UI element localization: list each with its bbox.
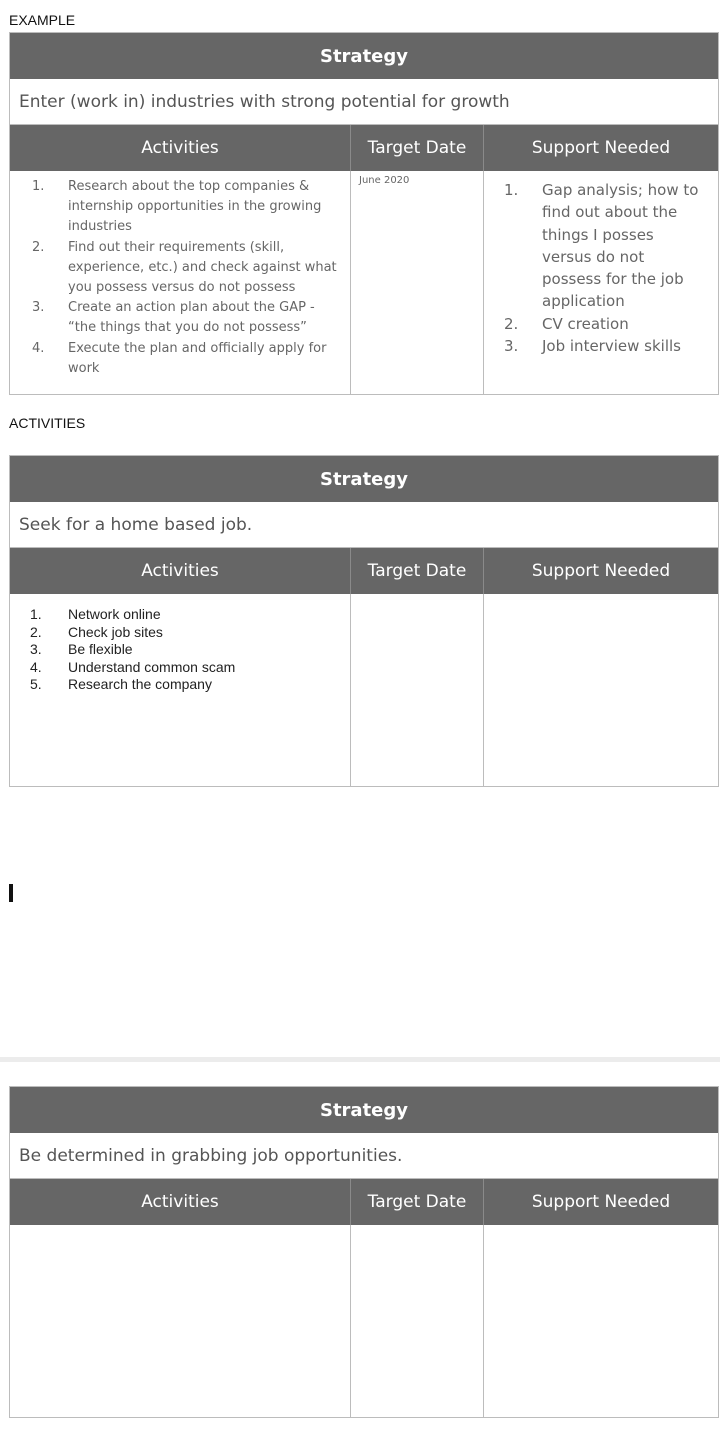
- list-item: [484, 335, 718, 357]
- list-item: [10, 339, 350, 379]
- body-row: [10, 171, 718, 394]
- activities-column-header: Activities: [10, 125, 351, 171]
- list-item: [10, 606, 350, 624]
- item-number: 1.: [32, 179, 45, 194]
- item-number: 1.: [30, 606, 42, 622]
- item-number: 3.: [30, 641, 42, 657]
- support-list: [484, 179, 718, 357]
- item-text: Understand common scam: [68, 658, 236, 675]
- item-number: 2.: [30, 623, 42, 640]
- item-text: CV creation: [542, 314, 629, 333]
- strategy-header: Strategy: [10, 1087, 718, 1133]
- item-text: Gap analysis; how to find out about the things I posses versus do not possess for the job application: [542, 181, 699, 311]
- body-row: [10, 1225, 718, 1417]
- activities-strategy-table: [9, 455, 719, 787]
- list-item: [484, 179, 718, 313]
- support-needed-column-header: Support Needed: [531, 138, 671, 158]
- list-item: [10, 624, 350, 642]
- activities-section-label: ACTIVITIES: [9, 415, 86, 431]
- item-text: Research about the top companies & internship opportunities in the growing industries: [68, 179, 322, 235]
- activities-column-header: Activities: [10, 1179, 351, 1225]
- example-section-label: EXAMPLE: [9, 12, 76, 28]
- list-item: [10, 659, 350, 677]
- support-needed-cell[interactable]: [484, 1225, 718, 1417]
- target-date-cell[interactable]: [351, 594, 484, 786]
- list-item: [10, 298, 350, 338]
- support-needed-column-header: Support Needed: [531, 1192, 671, 1212]
- strategy-header: Strategy: [10, 456, 718, 502]
- list-item: [484, 313, 718, 335]
- item-number: 3.: [504, 337, 519, 356]
- item-number: 2.: [32, 239, 45, 255]
- activities-list: [10, 606, 350, 694]
- item-number: 2.: [504, 314, 519, 333]
- item-number: 4.: [30, 658, 42, 675]
- activities-cell[interactable]: [10, 594, 351, 786]
- support-needed-cell[interactable]: [484, 594, 718, 786]
- activities-column-header: Activities: [10, 548, 351, 594]
- support-needed-column-header: Support Needed: [531, 561, 671, 581]
- support-needed-cell[interactable]: [484, 171, 718, 394]
- target-date-column-header: Target Date: [351, 548, 484, 594]
- item-text: Find out their requirements (skill, experience, etc.) and check against what you possess versus do not possess: [68, 239, 337, 296]
- item-text: Execute the plan and officially apply for work: [68, 340, 327, 376]
- column-header-row: [10, 1179, 718, 1225]
- target-date-cell[interactable]: [351, 171, 484, 394]
- activities-cell[interactable]: [10, 1225, 351, 1417]
- third-strategy-table: [9, 1086, 719, 1418]
- item-number: 3.: [32, 300, 45, 316]
- item-text: Be flexible: [68, 641, 133, 657]
- body-row: [10, 594, 718, 786]
- column-header-row: [10, 548, 718, 594]
- text-cursor: [9, 884, 13, 902]
- strategy-text[interactable]: Seek for a home based job.: [10, 502, 718, 548]
- item-text: Research the company: [68, 676, 212, 692]
- item-number: 5.: [30, 676, 42, 692]
- list-item: [10, 238, 350, 299]
- list-item: [10, 641, 350, 659]
- activities-list: [10, 177, 350, 379]
- page-divider: [0, 1057, 720, 1062]
- activities-cell[interactable]: [10, 171, 351, 394]
- strategy-text[interactable]: Enter (work in) industries with strong potential for growth: [10, 79, 718, 125]
- target-date-value: June 2020: [359, 175, 410, 186]
- target-date-cell[interactable]: [351, 1225, 484, 1417]
- item-text: Create an action plan about the GAP - “the things that you do not possess”: [68, 300, 315, 336]
- item-text: Check job sites: [68, 623, 163, 640]
- list-item: [10, 676, 350, 694]
- item-number: 4.: [32, 340, 45, 356]
- example-strategy-table: [9, 32, 719, 395]
- strategy-text[interactable]: Be determined in grabbing job opportunities.: [10, 1133, 718, 1179]
- item-number: 1.: [504, 181, 519, 199]
- target-date-column-header: Target Date: [351, 125, 484, 171]
- strategy-header: Strategy: [10, 33, 718, 79]
- item-text: Job interview skills: [542, 337, 681, 356]
- list-item: [10, 177, 350, 238]
- target-date-column-header: Target Date: [351, 1179, 484, 1225]
- item-text: Network online: [68, 606, 161, 622]
- column-header-row: [10, 125, 718, 171]
